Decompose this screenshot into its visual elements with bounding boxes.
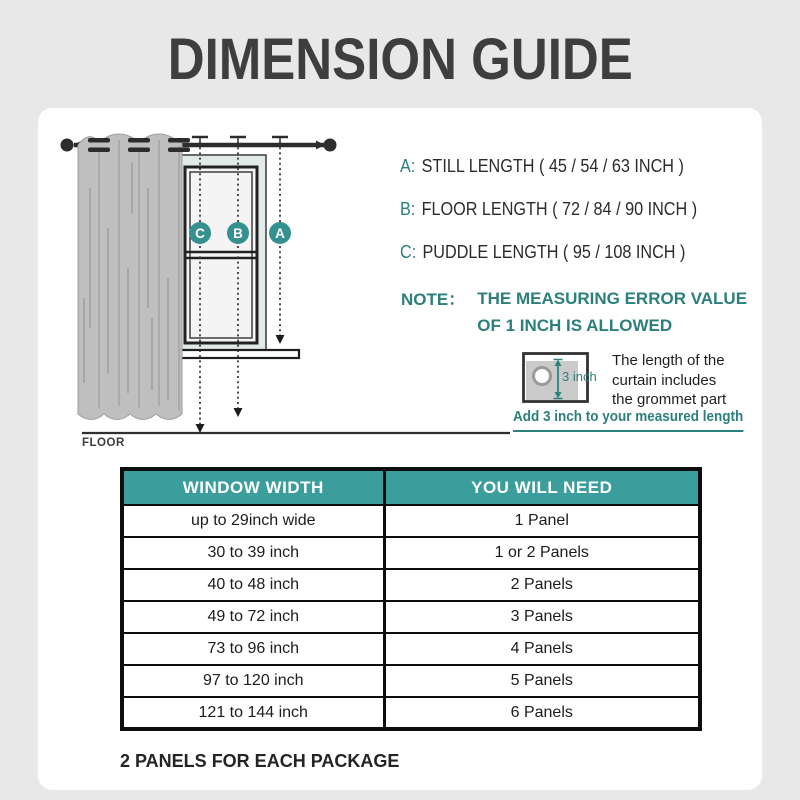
length-key-b: B:	[400, 199, 416, 219]
length-key-c: C:	[400, 242, 417, 262]
floor-label: FLOOR	[82, 437, 125, 448]
header-window-width: WINDOW WIDTH	[122, 469, 384, 505]
table-header-row	[122, 469, 700, 505]
cell-width: 40 to 48 inch	[122, 569, 384, 601]
panel-size-table	[120, 467, 702, 731]
grommet-caption-line-2: curtain includes	[612, 371, 717, 389]
length-key-a: A:	[400, 156, 416, 176]
measure-badges	[189, 222, 291, 244]
table-row	[122, 601, 700, 633]
cell-panels: 1 Panel	[384, 505, 700, 537]
cell-panels: 2 Panels	[384, 569, 700, 601]
cell-width: 73 to 96 inch	[122, 633, 384, 665]
length-line-c	[400, 242, 685, 263]
cell-width: 121 to 144 inch	[122, 697, 384, 729]
length-text-b: FLOOR LENGTH ( 72 / 84 / 90 INCH )	[421, 199, 698, 219]
cell-panels: 4 Panels	[384, 633, 700, 665]
cell-width: 97 to 120 inch	[122, 665, 384, 697]
note-label: NOTE：	[401, 290, 466, 309]
grommet-measure-label: 3 inch	[562, 369, 597, 384]
cell-width: up to 29inch wide	[122, 505, 384, 537]
grommet-ring	[534, 368, 551, 385]
page-title: DIMENSION GUIDE	[167, 27, 633, 92]
header-you-will-need: YOU WILL NEED	[384, 469, 700, 505]
measure-ticks	[192, 137, 288, 142]
length-text-c: PUDDLE LENGTH ( 95 / 108 INCH )	[422, 242, 686, 262]
table-row	[122, 505, 700, 537]
badge-a-label: A	[275, 226, 285, 241]
grommet-caption	[612, 351, 726, 410]
cell-panels: 6 Panels	[384, 697, 700, 729]
grommet-caption-line-1: The length of the	[612, 352, 725, 369]
note-line-2: OF 1 INCH IS ALLOWED	[477, 316, 673, 335]
table-row	[122, 633, 700, 665]
note-line-1: THE MEASURING ERROR VALUE	[477, 289, 748, 308]
package-note: 2 PANELS FOR EACH PACKAGE	[120, 751, 400, 771]
window-sill	[173, 350, 299, 358]
cell-panels: 3 Panels	[384, 601, 700, 633]
curtain	[78, 134, 190, 420]
measuring-note	[401, 285, 747, 339]
table-row	[122, 697, 700, 729]
cell-panels: 1 or 2 Panels	[384, 537, 700, 569]
table-row	[122, 665, 700, 697]
length-line-b	[400, 199, 697, 220]
badge-c-label: C	[195, 226, 205, 241]
length-line-a	[400, 156, 684, 177]
grommet-caption-line-3: the grommet part	[612, 391, 727, 408]
badge-b-label: B	[233, 226, 243, 241]
table-row	[122, 569, 700, 601]
cell-width: 30 to 39 inch	[122, 537, 384, 569]
grommet-tip: Add 3 inch to your measured length	[513, 408, 743, 432]
cell-width: 49 to 72 inch	[122, 601, 384, 633]
cell-panels: 5 Panels	[384, 665, 700, 697]
length-text-a: STILL LENGTH ( 45 / 54 / 63 INCH )	[421, 156, 684, 176]
table-row	[122, 537, 700, 569]
window	[178, 155, 266, 351]
